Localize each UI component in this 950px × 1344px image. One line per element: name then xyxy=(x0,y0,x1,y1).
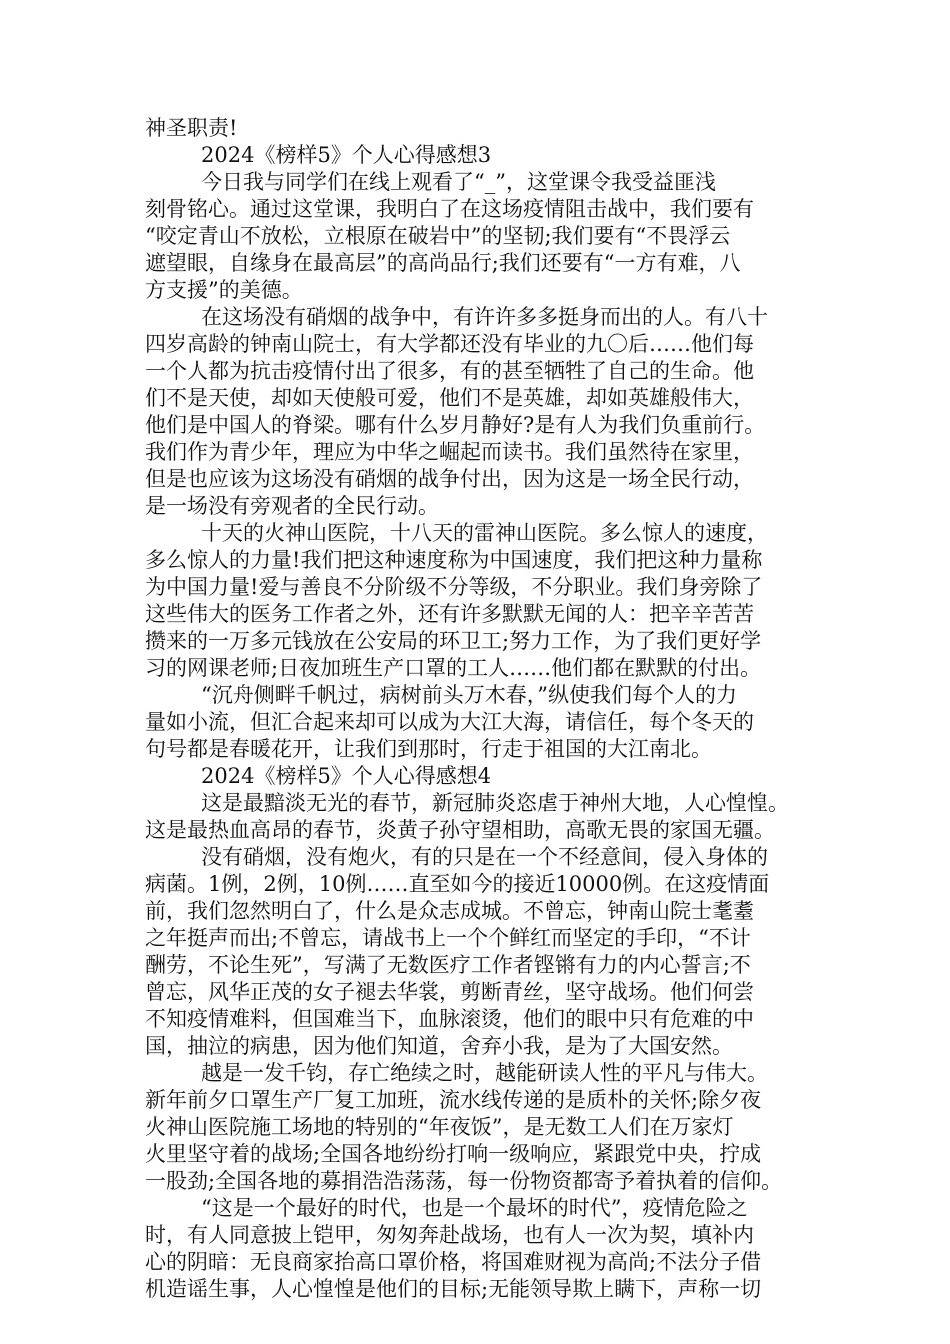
text-line: 新年前夕口罩生产厂复工加班，流水线传递的是质朴的关怀;除夕夜 xyxy=(145,1088,762,1112)
text-line: 他们是中国人的脊梁。哪有什么岁月静好?是有人为我们负重前行。 xyxy=(145,413,766,437)
text-line: 我们作为青少年，理应为中华之崛起而读书。我们虽然待在家里， xyxy=(145,440,754,464)
text-line: 酬劳，不论生死”，写满了无数医疗工作者铿锵有力的内心誓言;不 xyxy=(145,953,751,977)
text-line: 这是最黯淡无光的春节，新冠肺炎恣虐于神州大地，人心惶惶。 xyxy=(201,791,789,815)
text-line: 时，有人同意披上铠甲，匆匆奔赴战场，也有人一次为契，填补内 xyxy=(145,1223,754,1247)
text-line: 是一场没有旁观者的全民行动。 xyxy=(145,494,439,518)
text-line: 2024《榜样5》个人心得感想3 xyxy=(201,143,492,167)
text-line: “咬定青山不放松，立根原在破岩中”的坚韧;我们要有“不畏浮云 xyxy=(145,224,731,248)
text-line: 句号都是春暖花开，让我们到那时，行走于祖国的大江南北。 xyxy=(145,737,712,761)
text-line: 们不是天使，却如天使般可爱，他们不是英雄，却如英雄般伟大， xyxy=(145,386,754,410)
text-line: 曾忘，风华正茂的女子褪去华裳，剪断青丝，坚守战场。他们何尝 xyxy=(145,980,754,1004)
text-line: 四岁高龄的钟南山院士，有大学都还没有毕业的九〇后……他们每 xyxy=(145,332,754,356)
text-line: 一股劲;全国各地的募捐浩浩荡荡，每一份物资都寄予着执着的信仰。 xyxy=(145,1169,783,1193)
text-line: 刻骨铭心。通过这堂课，我明白了在这场疫情阻击战中，我们要有 xyxy=(145,197,754,221)
text-line: 这些伟大的医务工作者之外，还有许多默默无闻的人：把辛辛苦苦 xyxy=(145,602,754,626)
text-line: 前，我们忽然明白了，什么是众志成城。不曾忘，钟南山院士耄耋 xyxy=(145,899,754,923)
text-line: 神圣职责! xyxy=(145,116,238,140)
text-line: 国，抽泣的病患，因为他们知道，舍弃小我，是为了大国安然。 xyxy=(145,1034,733,1058)
text-line: 机造谣生事，人心惶惶是他们的目标;无能领导欺上瞒下，声称一切 xyxy=(145,1277,762,1301)
text-line: 火神山医院施工场地的特别的“年夜饭”，是无数工人们在万家灯 xyxy=(145,1115,734,1139)
text-line: 不知疫情难料，但国难当下，血脉滚烫，他们的眼中只有危难的中 xyxy=(145,1007,754,1031)
text-line: 在这场没有硝烟的战争中，有许许多多挺身而出的人。有八十 xyxy=(201,305,768,329)
text-line: 这是最热血高昂的春节，炎黄子孙守望相助，高歌无畏的家国无疆。 xyxy=(145,818,775,842)
text-line: 没有硝烟，没有炮火，有的只是在一个不经意间，侵入身体的 xyxy=(201,845,768,869)
text-line: 火里坚守着的战场;全国各地纷纷打响一级响应，紧跟党中央，拧成 xyxy=(145,1142,762,1166)
text-line: 之年挺声而出;不曾忘，请战书上一个个鲜红而坚定的手印，“不计 xyxy=(145,926,751,950)
text-line: “这是一个最好的时代，也是一个最坏的时代”，疫情危险之 xyxy=(201,1196,748,1220)
text-line: “沉舟侧畔千帆过，病树前头万木春，”纵使我们每个人的力 xyxy=(201,683,737,707)
text-line: 心的阴暗：无良商家抬高口罩价格，将国难财视为高尚;不法分子借 xyxy=(145,1250,762,1274)
text-line: 病菌。1例，2例，10例……直至如今的接近10000例。在这疫情面 xyxy=(145,872,770,896)
text-line: 为中国力量!爱与善良不分阶级不分等级，不分职业。我们身旁除了 xyxy=(145,575,763,599)
text-line: 遮望眼，自缘身在最高层”的高尚品行;我们还要有“一方有难，八 xyxy=(145,251,741,275)
text-line: 量如小流，但汇合起来却可以成为大江大海，请信任，每个冬天的 xyxy=(145,710,754,734)
text-line: 方支援”的美德。 xyxy=(145,278,303,302)
text-line: 越是一发千钧，存亡绝续之时，越能研读人性的平凡与伟大。 xyxy=(201,1061,768,1085)
text-line: 多么惊人的力量!我们把这种速度称为中国速度，我们把这种力量称 xyxy=(145,548,763,572)
text-line: 今日我与同学们在线上观看了“_”，这堂课令我受益匪浅 xyxy=(201,170,716,194)
document-body xyxy=(145,115,815,1303)
text-line: 一个人都为抗击疫情付出了很多，有的甚至牺牲了自己的生命。他 xyxy=(145,359,754,383)
text-line: 攒来的一万多元钱放在公安局的环卫工;努力工作，为了我们更好学 xyxy=(145,629,762,653)
text-line: 习的网课老师;日夜加班生产口罩的工人……他们都在默默的付出。 xyxy=(145,656,762,680)
text-line: 十天的火神山医院，十八天的雷神山医院。多么惊人的速度， xyxy=(201,521,768,545)
text-line: 2024《榜样5》个人心得感想4 xyxy=(201,764,492,788)
text-line: 但是也应该为这场没有硝烟的战争付出，因为这是一场全民行动， xyxy=(145,467,754,491)
